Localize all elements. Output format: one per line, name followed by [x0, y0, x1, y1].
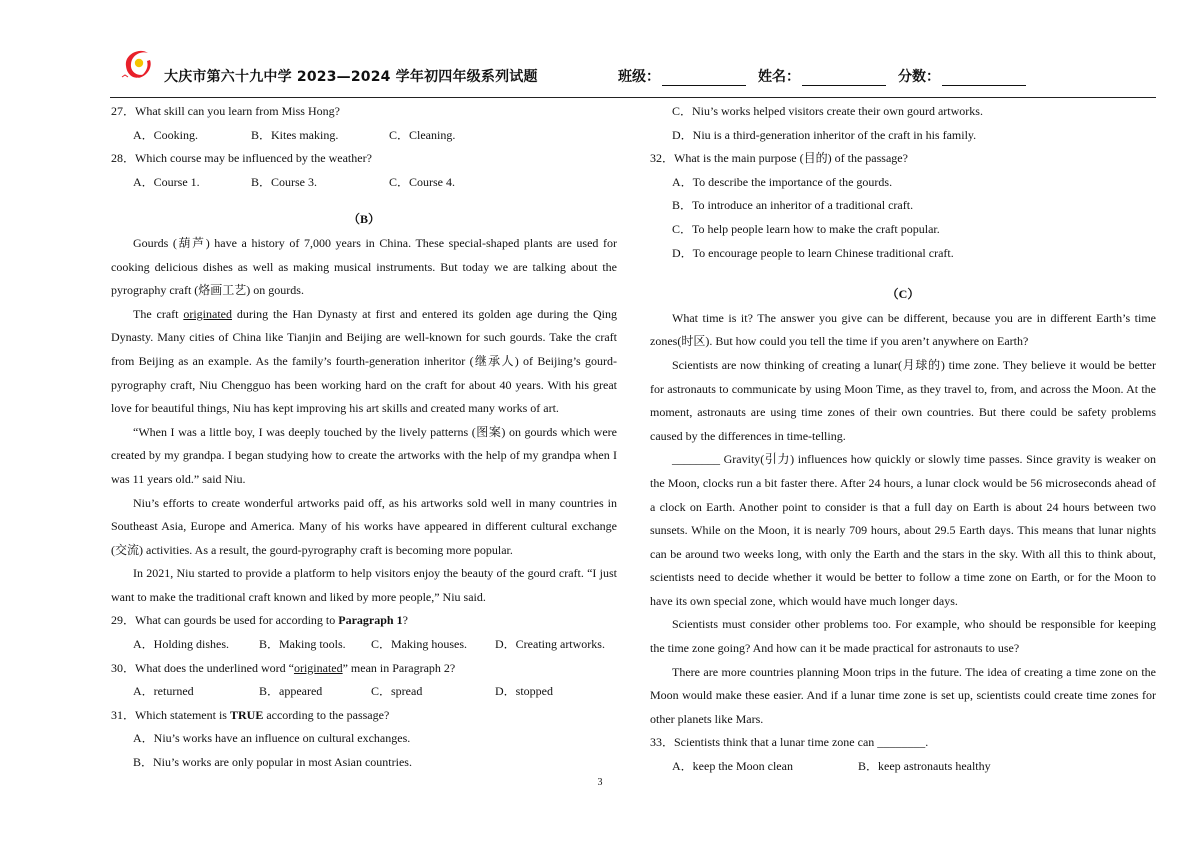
- text: Gravity(引力) influences how quickly or slowly time passes. Since gravity is weaker on the Moon, clocks run a bit faster there. After 24 hours, a lunar clock would be 56 microseconds ahead of a clock on Earth. Another point to consider is that a full day on Earth is about 24 hours between two sunsets. While on the Moon, it is nearly 709 hours, about 29.5 Earth days. This means that lunar nights can be around two weeks long, with only the Earth and the stars in the sky. With all this to think about, scientists need to decide whether it would be better to follow a time zone on Earth, or for the Moon to have its own special zone, which would have much longer days.: [650, 452, 1156, 608]
- section-b-heading: （B）: [347, 212, 380, 227]
- passage-b-paragraph-1: Gourds (葫芦) have a history of 7,000 years in China. These special-shaped plants are used for cooking delicious dishes as well as making musical instruments. But today we are talking about the pyrography craft (烙画工艺) on gourds.: [111, 235, 617, 298]
- option: A．returned: [133, 684, 194, 699]
- text: according to the passage?: [263, 707, 390, 722]
- question-31-option-a: A．Niu’s works have an influence on cultural exchanges.: [133, 731, 411, 746]
- question-32-option-a: A．To describe the importance of the gourds.: [672, 174, 893, 189]
- section-c-heading: （C）: [886, 287, 920, 302]
- question-31: [111, 704, 617, 728]
- name-label: 姓名：: [758, 69, 800, 85]
- passage-b-paragraph-5: In 2021, Niu started to provide a platform to help visitors enjoy the beauty of the gourd craft. “I just want to make the traditional craft known and liked by more people,” Niu said.: [111, 566, 617, 604]
- bold-text: Paragraph 1: [338, 613, 403, 628]
- question-32-option-b: B．To introduce an inheritor of a traditional craft.: [672, 198, 914, 213]
- question-29: [111, 609, 617, 633]
- score-field: [898, 66, 1026, 86]
- name-field: [758, 66, 886, 86]
- question-33-options: [650, 755, 1156, 779]
- option: C．Cleaning.: [389, 127, 456, 142]
- question-30-options: [111, 680, 617, 704]
- option: C．Course 4.: [389, 174, 456, 189]
- passage-c-paragraph-2: Scientists are now thinking of creating a lunar(月球的) time zone. They believe it would be better for astronauts to communicate by using Moon Time, as they travel to, from, and across the Moon. At the moment, astronauts are using time zones of their own countries. But there could be safety problems caused by the differences in time-telling.: [650, 357, 1156, 443]
- header-divider: [110, 97, 1156, 98]
- underlined-word: originated: [293, 660, 343, 675]
- question-31-option-c: C．Niu’s works helped visitors create their own gourd artworks.: [672, 104, 983, 118]
- question-32: 32．What is the main purpose (目的) of the passage?: [650, 151, 908, 166]
- question-29-options: [111, 633, 617, 657]
- passage-b-paragraph-2: [111, 303, 617, 421]
- right-column: [650, 100, 1156, 779]
- option: A．Course 1.: [133, 174, 200, 189]
- option: B．keep astronauts healthy: [858, 759, 991, 774]
- page-header: [118, 44, 1158, 96]
- question-28-options: [111, 171, 617, 195]
- exam-title: 大庆市第六十九中学 2023—2024 学年初四年级系列试题: [164, 69, 538, 85]
- page-number: 3: [597, 777, 603, 788]
- question-31-option-b: B．Niu’s works are only popular in most Asian countries.: [133, 755, 412, 770]
- text: during the Han Dynasty at first and entered its golden age during the Qing Dynasty. Many cities of China like Tianjin and Beijing are well-known for such gourds. Take the craft from Beijing as an example. As the family’s fourth-generation inheritor (继承人) of Beijing’s gourd-pyrography craft, Niu Chengguo has been working hard on the craft for about 40 years. With his great love for beautiful things, Niu has kept improving his art skills and created many works of art.: [111, 306, 617, 416]
- question-30: [111, 657, 617, 681]
- name-blank[interactable]: [802, 71, 886, 86]
- text: ” mean in Paragraph 2?: [342, 660, 456, 675]
- passage-c-paragraph-1: What time is it? The answer you give can be different, because you are in different Earth’s time zones(时区). But how could you tell the time if you aren’t anywhere on Earth?: [650, 310, 1156, 349]
- school-logo-icon: [118, 44, 158, 84]
- option: A．keep the Moon clean: [672, 759, 793, 774]
- passage-c-paragraph-5: There are more countries planning Moon trips in the future. The idea of creating a time zone on the Moon would make these easier. And if a lunar time zone is set up, scientists could create time zones for other planets like Mars.: [650, 664, 1156, 726]
- passage-c-paragraph-3: [650, 448, 1156, 613]
- class-label: 班级：: [618, 69, 660, 85]
- option: C．spread: [371, 684, 423, 699]
- bold-text: TRUE: [229, 707, 264, 722]
- option: D．stopped: [495, 684, 553, 699]
- question-32-option-d: D．To encourage people to learn Chinese traditional craft.: [672, 245, 954, 260]
- option: A．Holding dishes.: [133, 637, 230, 652]
- question-31-option-d: D．Niu is a third-generation inheritor of the craft in his family.: [672, 127, 977, 142]
- text: ?: [402, 613, 408, 628]
- question-27: 27．What skill can you learn from Miss Hong?: [111, 104, 340, 118]
- question-32-option-c: C．To help people learn how to make the craft popular.: [672, 221, 940, 236]
- question-28: 28．Which course may be influenced by the weather?: [111, 151, 372, 166]
- option: B．Making tools.: [259, 637, 346, 652]
- class-field: [618, 66, 746, 86]
- option: D．Creating artworks.: [495, 637, 605, 652]
- left-column: [111, 100, 617, 775]
- text: 29．What can gourds be used for according to: [111, 613, 339, 628]
- score-blank[interactable]: [942, 71, 1026, 86]
- question-27-options: [111, 124, 617, 148]
- text: The craft: [133, 306, 184, 321]
- score-label: 分数：: [898, 69, 940, 85]
- option: B．Course 3.: [251, 174, 318, 189]
- passage-b-paragraph-3: “When I was a little boy, I was deeply touched by the lively patterns (图案) on gourds which were created by my grandpa. I began studying how to create the artworks with the help of my grandpa when I was 11 years old.” said Niu.: [111, 424, 617, 486]
- passage-b-paragraph-4: Niu’s efforts to create wonderful artworks paid off, as his artworks sold well in many countries in Southeast Asia, Europe and America. Many of his works have appeared in different cultural exchange (交流) activities. As a result, the gourd-pyrography craft is becoming more popular.: [111, 495, 617, 557]
- text: 31．Which statement is: [111, 707, 230, 722]
- option: C．Making houses.: [371, 637, 468, 652]
- passage-c-paragraph-4: Scientists must consider other problems too. For example, who should be responsible for keeping the time zone going? And how can it be made practical for astronauts to use?: [650, 617, 1156, 656]
- class-blank[interactable]: [662, 71, 746, 86]
- underlined-word: originated: [183, 306, 232, 321]
- text: 30．What does the underlined word “: [111, 660, 294, 675]
- option: B．Kites making.: [251, 127, 339, 142]
- question-33: 33．Scientists think that a lunar time zone can ________.: [650, 735, 929, 750]
- answer-blank[interactable]: ________: [672, 452, 720, 467]
- option: B．appeared: [259, 684, 323, 699]
- option: A．Cooking.: [133, 127, 199, 142]
